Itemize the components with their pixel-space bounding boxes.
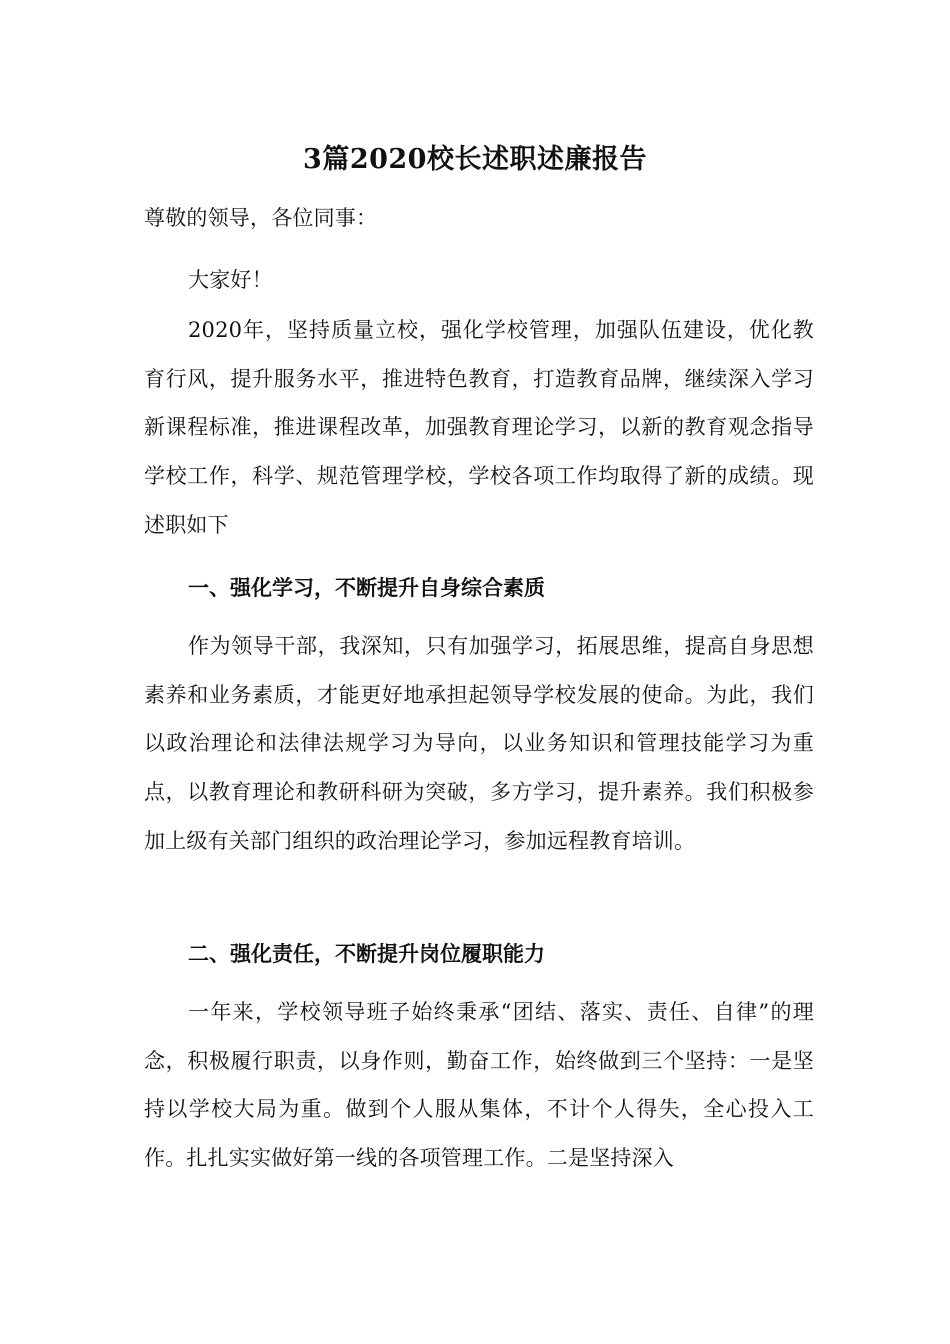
document-title: 3篇2020校长述职述廉报告 — [303, 144, 647, 175]
paragraph-intro: 2020年，坚持质量立校，强化学校管理，加强队伍建设，优化教育行风，提升服务水平，推进特色教育，打造教育品牌，继续深入学习新课程标准，推进课程改革，加强教育理论学习，以新的教育观念指导学校工作，科学、规范管理学校，学校各项工作均取得了新的成绩。现述职如下 — [144, 318, 814, 537]
salutation: 尊敬的领导，各位同事： — [144, 206, 378, 230]
section-heading-1: 一、强化学习，不断提升自身综合素质 — [188, 576, 545, 600]
section-heading-2: 二、强化责任，不断提升岗位履职能力 — [188, 942, 545, 966]
paragraph-section-2: 一年来，学校领导班子始终秉承“团结、落实、责任、自律”的理念，积极履行职责，以身作则，勤奋工作，始终做到三个坚持：一是坚持以学校大局为重。做到个人服从集体，不计个人得失，全心投入工作。扎扎实实做好第一线的各项管理工作。二是坚持深入 — [144, 1000, 814, 1171]
greeting: 大家好！ — [188, 268, 273, 292]
paragraph-section-1: 作为领导干部，我深知，只有加强学习，拓展思维，提高自身思想素养和业务素质，才能更好地承担起领导学校发展的使命。为此，我们以政治理论和法律法规学习为导向，以业务知识和管理技能学习为重点，以教育理论和教研科研为突破，多方学习，提升素养。我们积极参加上级有关部门组织的政治理论学习，参加远程教育培训。 — [144, 634, 814, 853]
